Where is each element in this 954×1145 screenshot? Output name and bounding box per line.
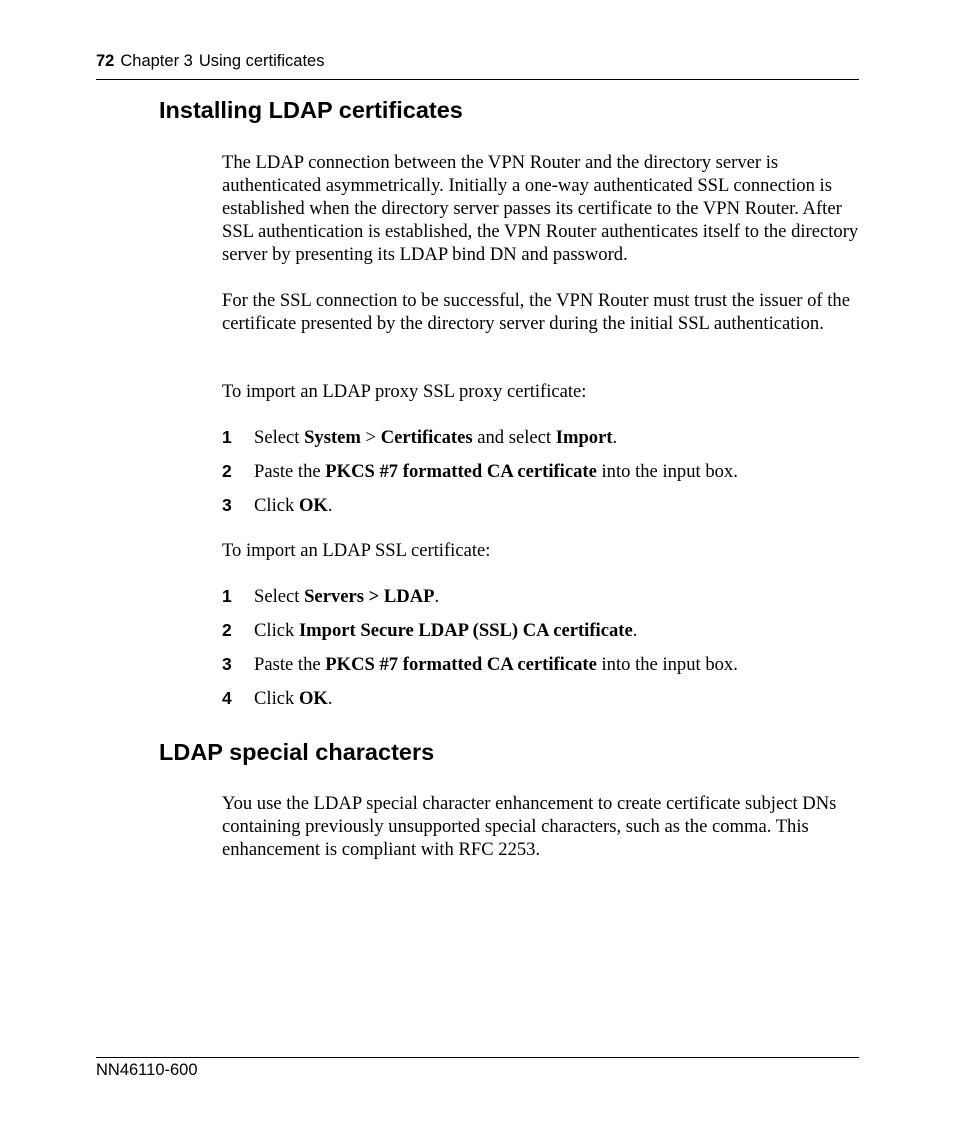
intro-paragraph: The LDAP connection between the VPN Router and the directory server is authenticated asymmetrically. Initially a one-way authenticated SSL connection is established when the directory server passes its certificate to the VPN Router. After SSL authentication is established, the VPN Router authenticates itself to the directory server by presenting its LDAP bind DN and password. (222, 152, 859, 265)
list-item (222, 653, 862, 687)
step-number: 2 (222, 461, 232, 481)
chapter-number: Chapter 3 (120, 52, 193, 70)
step-text: Select System > Certificates and select Import. (254, 427, 618, 448)
step-text: Paste the PKCS #7 formatted CA certificate into the input box. (254, 461, 738, 482)
header-rule (96, 79, 859, 80)
list-item (222, 494, 862, 528)
step-number: 4 (222, 688, 232, 708)
step-number: 2 (222, 620, 232, 640)
procedure-intro-ssl: To import an LDAP SSL certificate: (222, 540, 491, 561)
list-item (222, 426, 862, 460)
list-item (222, 687, 862, 721)
step-text: Click OK. (254, 688, 333, 709)
step-number: 3 (222, 495, 232, 515)
ssl-trust-paragraph: For the SSL connection to be successful, the VPN Router must trust the issuer of the certificate presented by the directory server during the initial SSL authentication. (222, 290, 850, 334)
list-item (222, 619, 862, 653)
page-number: 72 (96, 52, 115, 70)
procedure-intro-proxy: To import an LDAP proxy SSL proxy certificate: (222, 381, 587, 402)
step-text: Paste the PKCS #7 formatted CA certificate into the input box. (254, 654, 738, 675)
section-title-ldap-special-characters: LDAP special characters (159, 739, 435, 765)
section-title-installing-ldap-certificates: Installing LDAP certificates (159, 97, 463, 123)
special-characters-paragraph: You use the LDAP special character enhancement to create certificate subject DNs containing previously unsupported special characters, such as the comma. This enhancement is compliant with RFC 2253. (222, 793, 837, 860)
document-id: NN46110-600 (96, 1061, 198, 1079)
list-item (222, 460, 862, 494)
step-text: Select Servers > LDAP. (254, 586, 440, 607)
procedure-steps-proxy (222, 426, 862, 528)
step-number: 3 (222, 654, 232, 674)
step-text: Click OK. (254, 495, 333, 516)
running-header (96, 51, 859, 71)
footer-rule (96, 1057, 859, 1058)
step-text: Click Import Secure LDAP (SSL) CA certificate. (254, 620, 638, 641)
step-number: 1 (222, 427, 232, 447)
procedure-steps-ssl (222, 585, 862, 721)
list-item (222, 585, 862, 619)
chapter-title: Using certificates (198, 52, 325, 70)
step-number: 1 (222, 586, 232, 606)
